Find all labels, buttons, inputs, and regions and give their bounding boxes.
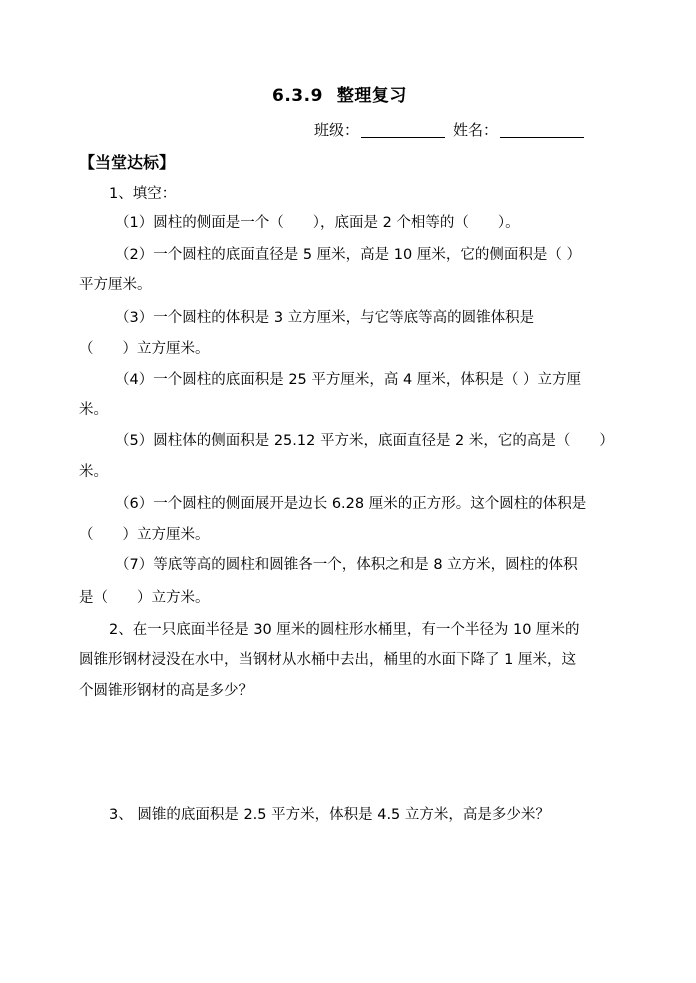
q1-item-3-cont: （ ）立方厘米。: [79, 341, 210, 357]
name-label: 姓名：: [453, 121, 499, 139]
name-blank[interactable]: [500, 121, 584, 138]
q1-item-1: （1）圆柱的侧面是一个（ ），底面是 2 个相等的（ ）。: [115, 215, 520, 231]
q1-item-2: （2）一个圆柱的底面直径是 5 厘米，高是 10 厘米，它的侧面积是（ ）: [115, 247, 581, 263]
q1-item-6-cont: （ ）立方厘米。: [79, 527, 210, 543]
q1-item-7-cont: 是（ ）立方米。: [79, 590, 210, 606]
q1-item-6: （6）一个圆柱的侧面展开是边长 6.28 厘米的正方形。这个圆柱的体积是: [115, 496, 587, 512]
class-blank[interactable]: [361, 121, 445, 138]
q1-item-5: （5）圆柱体的侧面积是 25.12 平方米，底面直径是 2 米，它的高是（ ）: [115, 433, 614, 449]
q2-line-3: 个圆锥形钢材的高是多少？: [79, 683, 253, 699]
q1-item-4-cont: 米。: [79, 402, 108, 418]
section-title: 【当堂达标】: [79, 153, 176, 172]
title-text: 整理复习: [336, 86, 407, 106]
q1-item-7: （7）等底等高的圆柱和圆锥各一个，体积之和是 8 立方米，圆柱的体积: [115, 557, 578, 573]
class-label: 班级：: [314, 121, 360, 139]
q3-text: 3、 圆锥的底面积是 2.5 平方米，体积是 4.5 立方米，高是多少米？: [109, 807, 550, 823]
q1-item-4: （4）一个圆柱的底面积是 25 平方厘米，高 4 厘米，体积是（ ）立方厘: [115, 372, 581, 388]
q1-item-5-cont: 米。: [79, 464, 108, 480]
q1-label: 1、填空：: [109, 186, 177, 202]
title-number: 6.3.9: [272, 86, 323, 106]
student-info-row: [314, 120, 584, 140]
q2-line-1: 2、在一只底面半径是 30 厘米的圆柱形水桶里，有一个半径为 10 厘米的: [109, 622, 580, 638]
q1-item-2-cont: 平方厘米。: [79, 277, 152, 293]
q2-line-2: 圆锥形钢材浸没在水中，当钢材从水桶中去出，桶里的水面下降了 1 厘米，这: [79, 652, 576, 668]
q1-item-3: （3）一个圆柱的体积是 3 立方厘米，与它等底等高的圆锥体积是: [115, 310, 535, 326]
page-title: [272, 86, 407, 106]
